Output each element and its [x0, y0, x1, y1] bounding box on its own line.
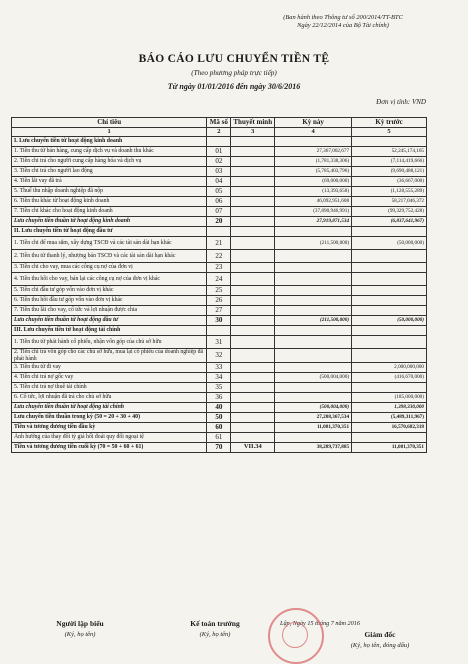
row-note	[231, 373, 275, 383]
table-row	[12, 147, 427, 157]
row-prior-period: (99,329,752,428)	[352, 207, 427, 217]
row-prior-period	[352, 263, 427, 273]
row-note	[231, 227, 275, 237]
column-number: 4	[275, 128, 352, 137]
row-prior-period	[352, 296, 427, 306]
row-current-period	[275, 273, 352, 286]
row-label: III. Lưu chuyển tiền từ hoạt động tài chính	[12, 326, 207, 336]
row-current-period: (37,890,946,991)	[275, 207, 352, 217]
row-current-period	[275, 433, 352, 443]
table-row	[12, 273, 427, 286]
table-row	[12, 306, 427, 316]
row-prior-period: (9,690,488,121)	[352, 167, 427, 177]
row-code	[207, 227, 231, 237]
regulation-note	[258, 14, 428, 30]
row-current-period: (1,781,338,306)	[275, 157, 352, 167]
row-prior-period: (416,670,000)	[352, 373, 427, 383]
row-label: 3. Tiền chi trả cho người lao động	[12, 167, 207, 177]
row-label: Lưu chuyển tiền thuần từ hoạt động kinh doanh	[12, 217, 207, 227]
column-number: 2	[207, 128, 231, 137]
row-prior-period: (5,489,311,967)	[352, 413, 427, 423]
report-title: BÁO CÁO LƯU CHUYỂN TIỀN TỆ	[138, 53, 330, 65]
signing-date: Lập, Ngày 15 tháng 7 năm 2016	[280, 620, 360, 627]
table-row	[12, 167, 427, 177]
row-label: 1. Tiền thu từ phát hành cổ phiếu, nhận vốn góp của chủ sở hữu	[12, 336, 207, 349]
row-prior-period	[352, 227, 427, 237]
currency-unit: Đơn vị tính: VND	[376, 98, 426, 106]
row-code: 02	[207, 157, 231, 167]
row-current-period: (211,500,000)	[275, 237, 352, 250]
header-current-period: Kỳ này	[275, 118, 352, 128]
row-label: I. Lưu chuyển tiền từ hoạt động kinh doanh	[12, 137, 207, 147]
row-current-period	[275, 306, 352, 316]
director-signature	[330, 630, 430, 649]
table-row	[12, 217, 427, 227]
accountant-instruction: (Ký, họ tên)	[199, 631, 231, 638]
row-label: 7. Tiền chi khác cho hoạt động kinh doanh	[12, 207, 207, 217]
header-code: Mã số	[207, 118, 231, 128]
row-label: 4. Tiền lãi vay đã trả	[12, 177, 207, 187]
row-code: 04	[207, 177, 231, 187]
row-note	[231, 273, 275, 286]
row-note	[231, 363, 275, 373]
row-current-period: (69,000,000)	[275, 177, 352, 187]
row-code: 06	[207, 197, 231, 207]
row-code: 27	[207, 306, 231, 316]
row-label: 3. Tiền chi cho vay, mua các công cụ nợ của đơn vị	[12, 263, 207, 273]
row-note	[231, 263, 275, 273]
preparer-signature	[40, 619, 120, 638]
report-subtitle: (Theo phương pháp trực tiếp)	[191, 69, 277, 77]
row-label: 5. Tiền chi đầu tư góp vốn vào đơn vị khác	[12, 286, 207, 296]
row-code: 31	[207, 336, 231, 349]
row-current-period: 27,919,871,534	[275, 217, 352, 227]
row-label: 4. Tiền thu hồi cho vay, bán lại các công cụ nợ của đơn vị khác	[12, 273, 207, 286]
row-prior-period: (7,114,419,666)	[352, 157, 427, 167]
row-note	[231, 177, 275, 187]
row-note	[231, 286, 275, 296]
column-number: 3	[231, 128, 275, 137]
row-code: 21	[207, 237, 231, 250]
row-current-period: (211,500,000)	[275, 316, 352, 326]
section-row	[12, 227, 427, 237]
column-number: 5	[352, 128, 427, 137]
row-current-period	[275, 349, 352, 363]
row-code: 22	[207, 250, 231, 263]
table-row	[12, 443, 427, 453]
table-row	[12, 250, 427, 263]
row-current-period: 46,092,951,608	[275, 197, 352, 207]
row-current-period: 11,081,370,351	[275, 423, 352, 433]
row-code: 01	[207, 147, 231, 157]
row-code: 20	[207, 217, 231, 227]
table-row	[12, 403, 427, 413]
row-note	[231, 167, 275, 177]
table-row	[12, 197, 427, 207]
table-row	[12, 157, 427, 167]
row-label: 3. Tiền thu từ đi vay	[12, 363, 207, 373]
row-current-period	[275, 363, 352, 373]
row-label: 2. Tiền thu từ thanh lý, nhượng bán TSCĐ và các tài sản dài hạn khác	[12, 250, 207, 263]
director-instruction: (Ký, họ tên, đóng dấu)	[350, 642, 410, 649]
row-code: 26	[207, 296, 231, 306]
row-label: II. Lưu chuyển tiền từ hoạt động đầu tư	[12, 227, 207, 237]
row-label: 7. Tiền thu lãi cho vay, cổ tức và lợi nhuận được chia	[12, 306, 207, 316]
row-note	[231, 207, 275, 217]
table-row	[12, 296, 427, 306]
row-prior-period: 58,217,046,372	[352, 197, 427, 207]
row-label: 5. Thuế thu nhập doanh nghiệp đã nộp	[12, 187, 207, 197]
row-prior-period	[352, 137, 427, 147]
row-code: 35	[207, 383, 231, 393]
row-prior-period	[352, 286, 427, 296]
row-note	[231, 403, 275, 413]
row-prior-period: (1,128,555,289)	[352, 187, 427, 197]
row-current-period: 27,208,367,534	[275, 413, 352, 423]
row-prior-period: 16,570,682,318	[352, 423, 427, 433]
row-prior-period: 1,398,330,000	[352, 403, 427, 413]
cash-flow-table	[11, 117, 427, 453]
row-current-period: 27,367,002,677	[275, 147, 352, 157]
header-note: Thuyết minh	[231, 118, 275, 128]
row-note	[231, 433, 275, 443]
accountant-title: Kế toán trưởng	[190, 619, 240, 628]
row-current-period	[275, 326, 352, 336]
row-note	[231, 237, 275, 250]
row-note	[231, 217, 275, 227]
section-row	[12, 326, 427, 336]
row-prior-period: (6,837,641,967)	[352, 217, 427, 227]
row-current-period	[275, 296, 352, 306]
table-row	[12, 349, 427, 363]
row-prior-period: (36,667,000)	[352, 177, 427, 187]
row-label: 6. Cổ tức, lợi nhuận đã trả cho chủ sở hữu	[12, 393, 207, 403]
row-note	[231, 326, 275, 336]
row-label: 6. Tiền thu khác từ hoạt động kinh doanh	[12, 197, 207, 207]
row-label: Tiền và tương đương tiền cuối kỳ (70 = 50 + 60 + 61)	[12, 443, 207, 453]
row-note	[231, 306, 275, 316]
row-code: 32	[207, 349, 231, 363]
row-label: 1. Tiền chi để mua sắm, xây dựng TSCĐ và các tài sản dài hạn khác	[12, 237, 207, 250]
column-number: 1	[12, 128, 207, 137]
row-code: 25	[207, 286, 231, 296]
table-row	[12, 207, 427, 217]
row-current-period	[275, 137, 352, 147]
row-current-period	[275, 393, 352, 403]
row-note	[231, 296, 275, 306]
row-label: 4. Tiền chi trả nợ gốc vay	[12, 373, 207, 383]
row-label: Lưu chuyển tiền thuần từ hoạt động tài chính	[12, 403, 207, 413]
row-note	[231, 250, 275, 263]
table-row	[12, 393, 427, 403]
row-note	[231, 336, 275, 349]
row-note	[231, 187, 275, 197]
row-code: 05	[207, 187, 231, 197]
row-prior-period	[352, 326, 427, 336]
row-prior-period: 11,081,370,351	[352, 443, 427, 453]
row-current-period: (13,393,658)	[275, 187, 352, 197]
row-note	[231, 197, 275, 207]
accountant-signature	[170, 619, 260, 638]
table-row	[12, 433, 427, 443]
row-label: 2. Tiền chi trả cho người cung cấp hàng hóa và dịch vụ	[12, 157, 207, 167]
table-row	[12, 423, 427, 433]
row-current-period	[275, 383, 352, 393]
row-code: 34	[207, 373, 231, 383]
row-code	[207, 326, 231, 336]
header-prior-period: Kỳ trước	[352, 118, 427, 128]
row-label: Tiền và tương đương tiền đầu kỳ	[12, 423, 207, 433]
row-code: 36	[207, 393, 231, 403]
table-body	[12, 137, 427, 453]
row-code: 30	[207, 316, 231, 326]
table-row	[12, 187, 427, 197]
row-note	[231, 383, 275, 393]
company-seal-stamp	[268, 608, 324, 664]
table-row	[12, 237, 427, 250]
row-label: 5. Tiền chi trả nợ thuê tài chính	[12, 383, 207, 393]
preparer-title: Người lập biểu	[56, 619, 104, 628]
row-code: 70	[207, 443, 231, 453]
table-row	[12, 383, 427, 393]
section-row	[12, 137, 427, 147]
row-note	[231, 137, 275, 147]
director-title: Giám đốc	[364, 630, 396, 639]
row-prior-period	[352, 273, 427, 286]
row-code: 07	[207, 207, 231, 217]
row-current-period	[275, 263, 352, 273]
row-code: 24	[207, 273, 231, 286]
row-code: 61	[207, 433, 231, 443]
seal-inner-ring	[282, 622, 308, 648]
row-current-period: 38,289,737,885	[275, 443, 352, 453]
report-period: Từ ngày 01/01/2016 đến ngày 30/6/2016	[167, 82, 301, 91]
header-indicator: Chỉ tiêu	[12, 118, 207, 128]
row-label: Lưu chuyển tiền thuần từ hoạt động đầu tư	[12, 316, 207, 326]
row-prior-period	[352, 383, 427, 393]
row-prior-period: 52,245,174,165	[352, 147, 427, 157]
row-current-period: (500,004,000)	[275, 373, 352, 383]
table-row	[12, 316, 427, 326]
table-row	[12, 263, 427, 273]
row-label: 1. Tiền thu từ bán hàng, cung cấp dịch vụ và doanh thu khác	[12, 147, 207, 157]
column-number-row	[12, 128, 427, 137]
row-label: 2. Tiền chi trả vốn góp cho các chủ sở hữu, mua lại cổ phiếu của doanh nghiệp đã phát hành	[12, 349, 207, 363]
row-note: VII.34	[231, 443, 275, 453]
row-prior-period: 2,000,000,000	[352, 363, 427, 373]
table-row	[12, 363, 427, 373]
row-label: Lưu chuyển tiền thuần trong kỳ (50 = 20 + 30 + 40)	[12, 413, 207, 423]
row-prior-period: (50,000,000)	[352, 237, 427, 250]
row-prior-period: (50,000,000)	[352, 316, 427, 326]
row-prior-period: (185,000,000)	[352, 393, 427, 403]
row-code: 60	[207, 423, 231, 433]
table-row	[12, 177, 427, 187]
row-note	[231, 157, 275, 167]
row-current-period: (5,785,403,796)	[275, 167, 352, 177]
row-note	[231, 413, 275, 423]
row-code: 03	[207, 167, 231, 177]
row-code: 40	[207, 403, 231, 413]
regulation-line-2: Ngày 22/12/2014 của Bộ Tài chính)	[297, 22, 389, 29]
row-code: 23	[207, 263, 231, 273]
row-current-period: (500,004,000)	[275, 403, 352, 413]
row-code: 50	[207, 413, 231, 423]
table-row	[12, 336, 427, 349]
row-note	[231, 393, 275, 403]
row-note	[231, 147, 275, 157]
preparer-instruction: (Ký, họ tên)	[64, 631, 96, 638]
row-note	[231, 349, 275, 363]
regulation-line-1: (Ban hành theo Thông tư số 200/2014/TT-BTC	[283, 14, 403, 21]
row-current-period	[275, 227, 352, 237]
row-code	[207, 137, 231, 147]
row-current-period	[275, 286, 352, 296]
table-row	[12, 413, 427, 423]
row-prior-period	[352, 306, 427, 316]
row-code: 33	[207, 363, 231, 373]
row-prior-period	[352, 349, 427, 363]
table-row	[12, 373, 427, 383]
row-note	[231, 423, 275, 433]
row-label: 6. Tiền thu hồi đầu tư góp vốn vào đơn vị khác	[12, 296, 207, 306]
table-row	[12, 286, 427, 296]
row-prior-period	[352, 250, 427, 263]
row-note	[231, 316, 275, 326]
row-prior-period	[352, 433, 427, 443]
row-label: Ảnh hưởng của thay đổi tỷ giá hối đoái quy đổi ngoại tệ	[12, 433, 207, 443]
row-current-period	[275, 336, 352, 349]
table-header-row	[12, 118, 427, 128]
row-prior-period	[352, 336, 427, 349]
row-current-period	[275, 250, 352, 263]
